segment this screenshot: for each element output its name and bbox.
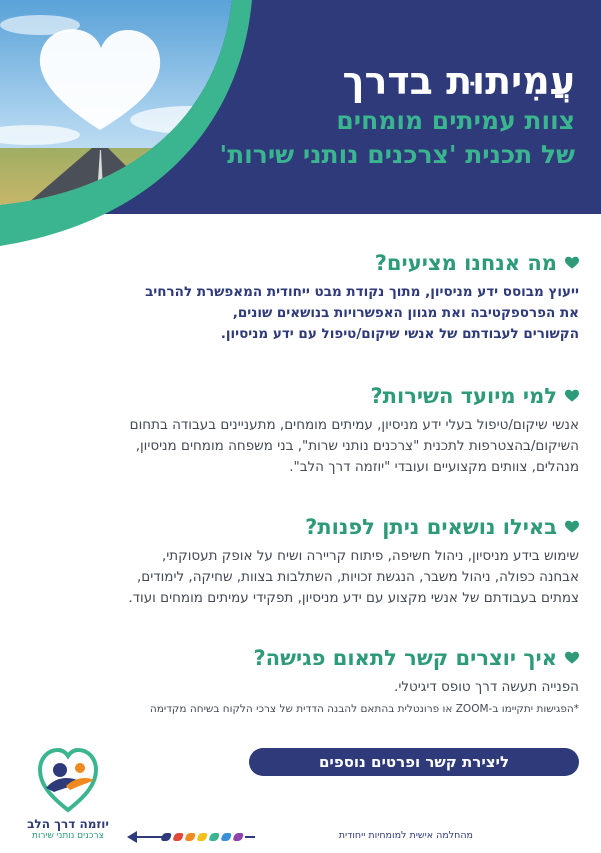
contact-details-button[interactable]: ליצירת קשר ופרטים נוספים (249, 748, 579, 776)
heart-icon (565, 389, 579, 403)
footer-slogan: מהחלמה אישית למומחיות ייחודית (338, 830, 473, 841)
section-what-we-offer (19, 250, 579, 345)
section-contact (19, 645, 579, 716)
logo-name: יוזמה דרך הלב (27, 817, 109, 831)
section-heading (19, 250, 579, 276)
heart-icon (565, 520, 579, 534)
section-text-line: ייעוץ מבוסס ידע מניסיון, מתוך נקודת מבט ייחודית המאפשרת להרחיב (145, 284, 579, 300)
section-text-line: אבחנה כפולה, ניהול משבר, הנגשת זכויות, השתלבות בצוות, שחיקה, לימודים, (136, 569, 579, 585)
page-subtitle-line2: של תכנית 'צרכנים נותני שירות' (219, 140, 575, 169)
section-text-line: מנהלים, צוותים מקצועיים ועובדי "יוזמה דרך הלב". (289, 459, 579, 475)
header-title-block (215, 58, 575, 172)
section-text-line: אנשי שיקום/טיפול בעלי ידע מניסיון, עמיתים מומחים, מתעניינים בעבודה בתחום (129, 417, 579, 433)
section-text-line: השיקום/בהצטרפות לתכנית "צרכנים נותני שרות", בני משפחה מומחים מניסיון, (135, 438, 579, 454)
section-title: באילו נושאים ניתן לפנות? (305, 515, 557, 539)
section-heading (19, 514, 579, 540)
section-text-line: צמתים בעבודתם של אנשי מקצוע עם ידע מניסיון, תפקידי עמיתים מומחים ועוד. (128, 590, 579, 606)
section-title: למי מיועד השירות? (370, 384, 557, 408)
section-text-line: הקשורים לעבודתם של אנשי שיקום/טיפול עם ידע מניסיון. (220, 326, 579, 342)
section-text-line: הפנייה תעשה דרך טופס דיגיטלי. (394, 679, 579, 695)
section-title: איך יוצרים קשר לתאום פגישה? (253, 646, 557, 670)
section-heading (19, 645, 579, 671)
page-title: עֲמִיתוּת בדרך (342, 59, 575, 103)
heart-icon (565, 651, 579, 665)
section-title: מה אנחנו מציעים? (374, 251, 557, 275)
logo (18, 742, 118, 842)
section-text-line: שימוש בידע מניסיון, ניהול חשיפה, פיתוח קריירה ושיח על אופק תעסוקתי, (161, 548, 579, 564)
page-subtitle-line1: צוות עמיתים מומחים (336, 106, 575, 135)
section-topics (19, 514, 579, 609)
logo-tagline: צרכנים נותני שירות (32, 831, 104, 841)
footnote: *הפגישות יתקיימו ב-ZOOM או פרונטלית בהתאם להבנה הדדית של צרכי הלקוח בשיחה מקדימה (149, 703, 579, 715)
section-text-line: את הפרספקטיבה ואת מגוון האפשרויות בנושאים שונים, (232, 305, 579, 321)
section-who-is-it-for (19, 383, 579, 478)
heart-icon (565, 256, 579, 270)
section-heading (19, 383, 579, 409)
logo-heart-icon (36, 742, 100, 814)
